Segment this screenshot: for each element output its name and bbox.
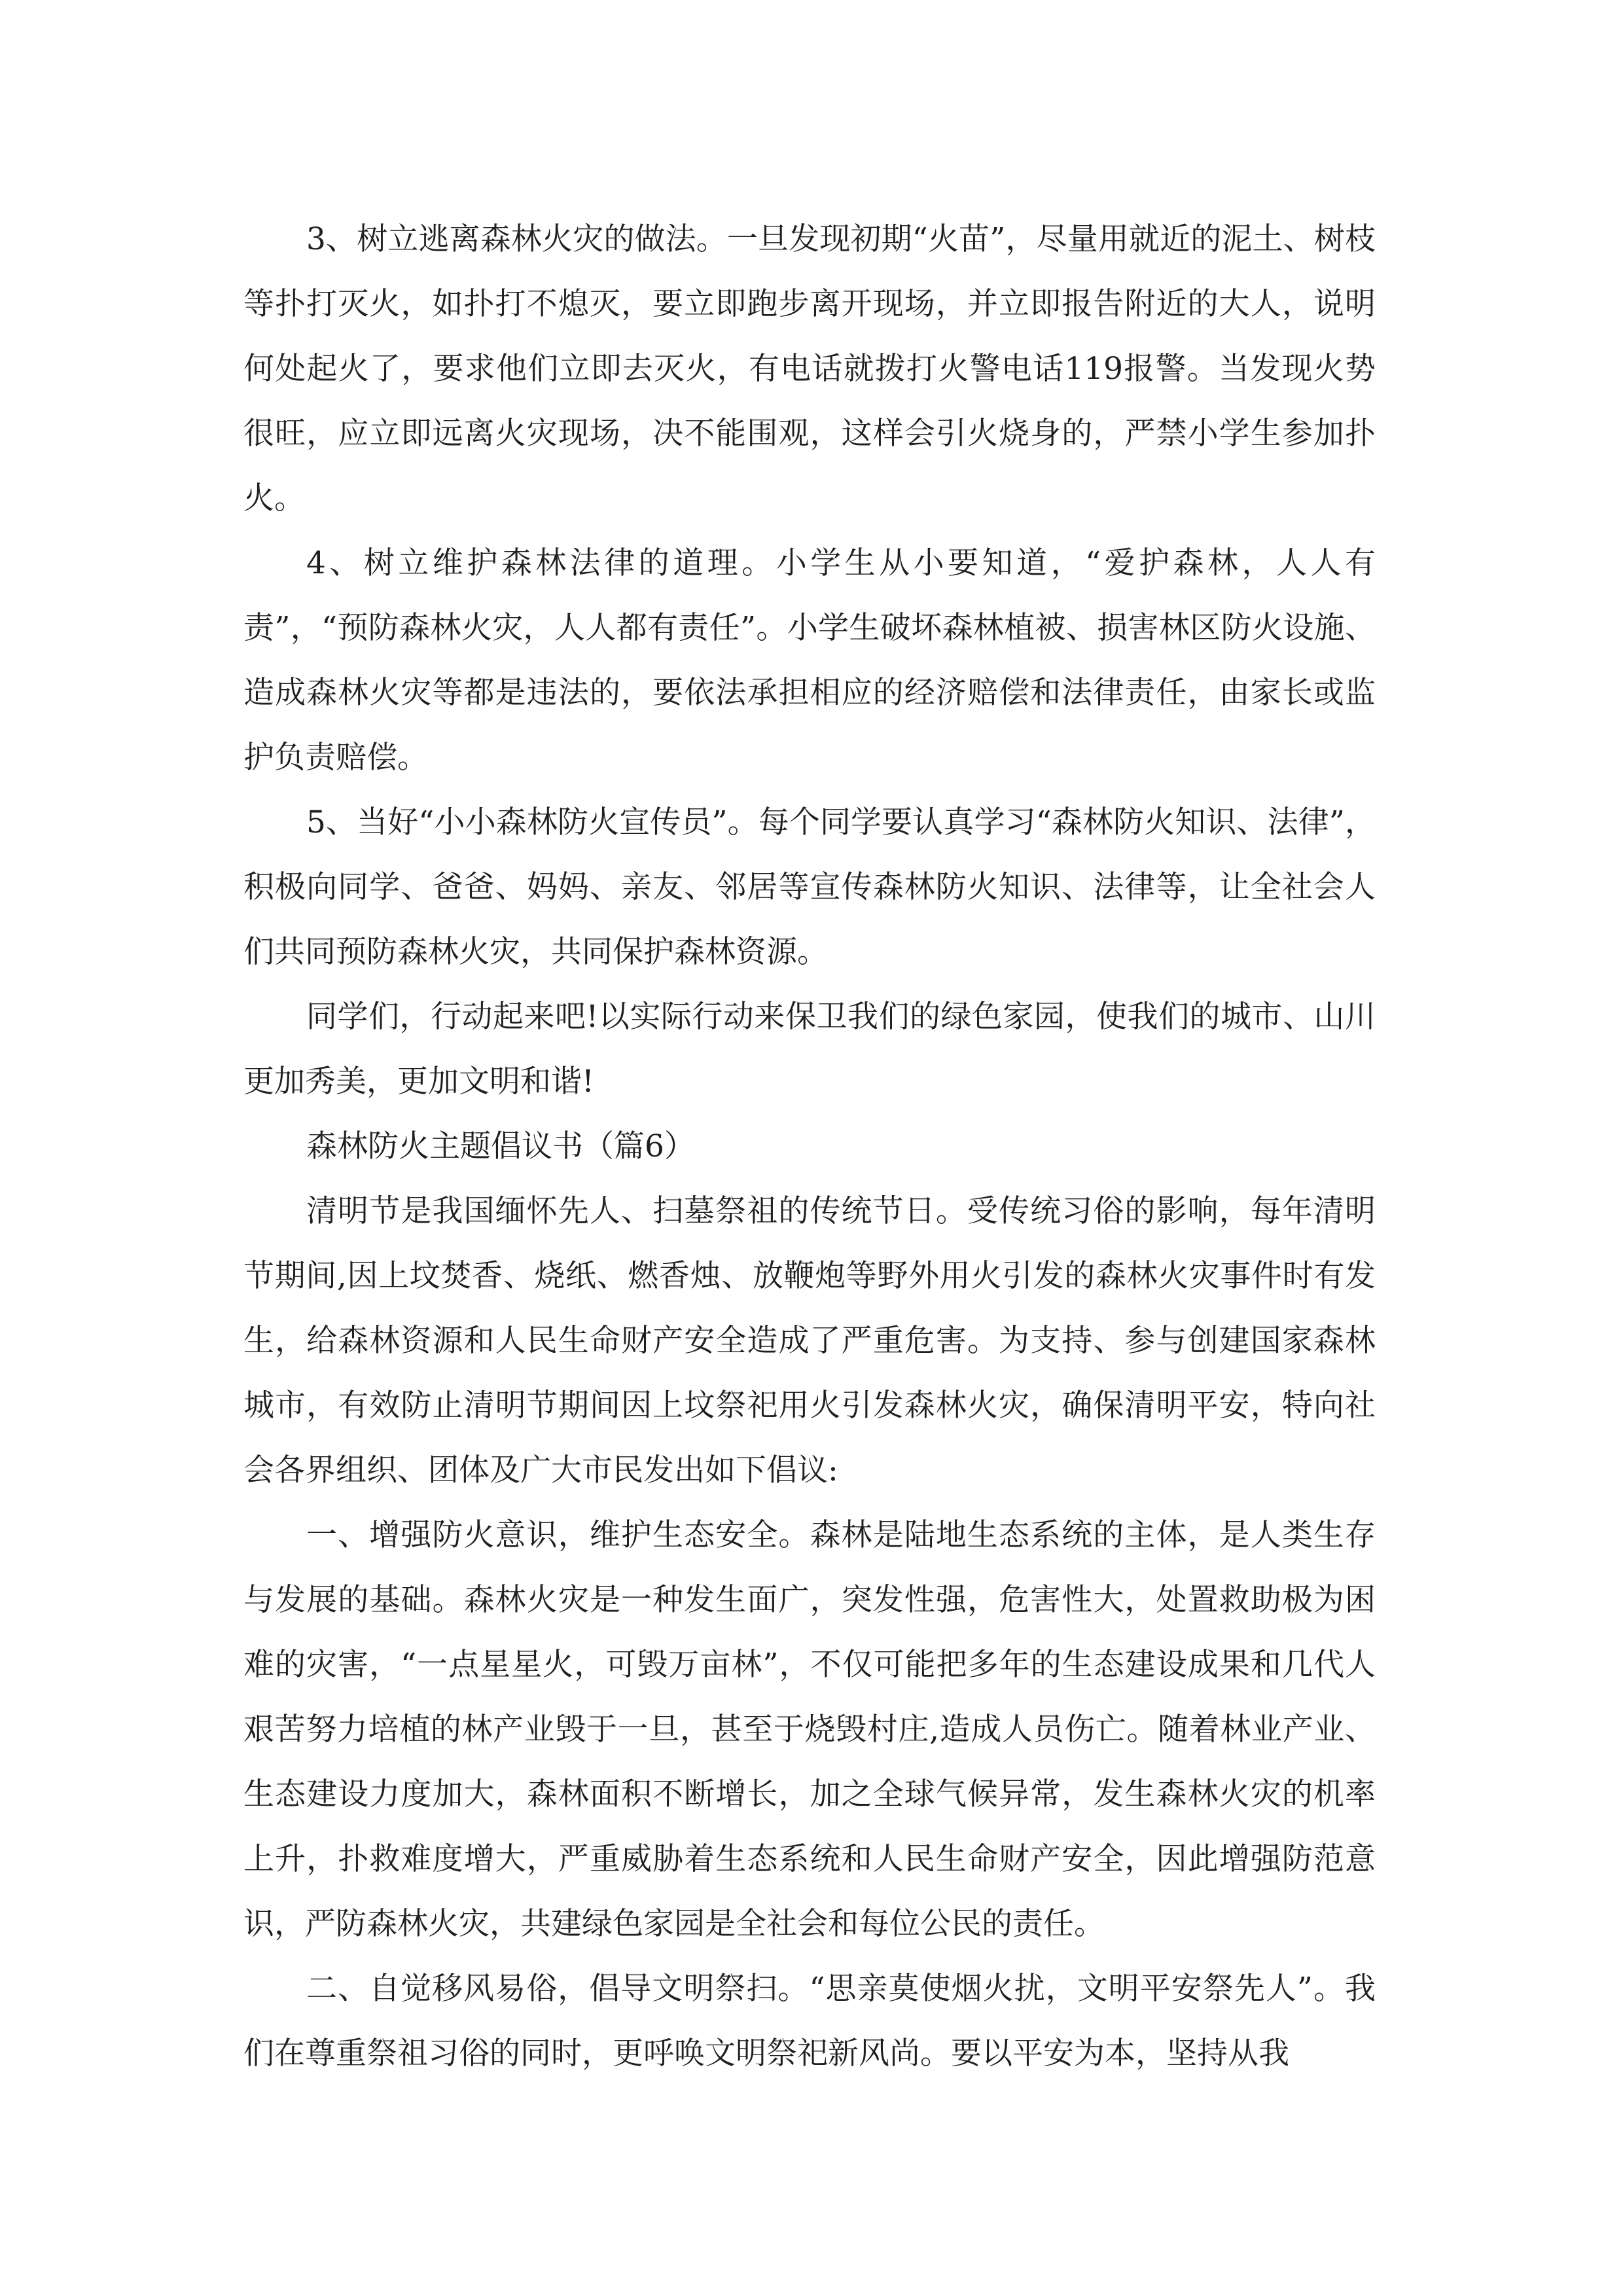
paragraph-item-3: 3、树立逃离森林火灾的做法。一旦发现初期“火苗”，尽量用就近的泥土、树枝等扑打灭火，如扑打不熄灭，要立即跑步离开现场，并立即报告附近的大人，说明何处起火了，要求他们立即去灭火，有电话就拨打火警电话119报警。当发现火势很旺，应立即远离火灾现场，决不能围观，这样会引火烧身的，严禁小学生参加扑火。 bbox=[243, 221, 1376, 516]
paragraph-call-to-action: 同学们，行动起来吧!以实际行动来保卫我们的绿色家园，使我们的城市、山川更加秀美，更加文明和谐! bbox=[243, 999, 1376, 1100]
paragraph-point-2: 二、自觉移风易俗，倡导文明祭扫。“思亲莫使烟火扰，文明平安祭先人”。我们在尊重祭祖习俗的同时，更呼唤文明祭祀新风尚。要以平安为本，坚持从我 bbox=[243, 1971, 1376, 2072]
paragraph-intro: 清明节是我国缅怀先人、扫墓祭祖的传统节日。受传统习俗的影响，每年清明节期间,因上坟焚香、烧纸、燃香烛、放鞭炮等野外用火引发的森林火灾事件时有发生，给森林资源和人民生命财产安全造成了严重危害。为支持、参与创建国家森林城市，有效防止清明节期间因上坟祭祀用火引发森林火灾，确保清明平安，特向社会各界组织、团体及广大市民发出如下倡议: bbox=[243, 1193, 1376, 1488]
section-title: 森林防火主题倡议书（篇6） bbox=[306, 1128, 695, 1164]
paragraph-item-5: 5、当好“小小森林防火宣传员”。每个同学要认真学习“森林防火知识、法律”，积极向同学、爸爸、妈妈、亲友、邻居等宣传森林防火知识、法律等，让全社会人们共同预防森林火灾，共同保护森林资源。 bbox=[243, 804, 1376, 970]
paragraph-point-1: 一、增强防火意识，维护生态安全。森林是陆地生态系统的主体，是人类生存与发展的基础。森林火灾是一种发生面广，突发性强，危害性大，处置救助极为困难的灾害，“一点星星火，可毁万亩林”，不仅可能把多年的生态建设成果和几代人艰苦努力培植的林产业毁于一旦，甚至于烧毁村庄,造成人员伤亡。随着林业产业、生态建设力度加大，森林面积不断增长，加之全球气候异常，发生森林火灾的机率上升，扑救难度增大，严重威胁着生态系统和人民生命财产安全，因此增强防范意识，严防森林火灾，共建绿色家园是全社会和每位公民的责任。 bbox=[243, 1517, 1376, 1942]
paragraph-item-4: 4、树立维护森林法律的道理。小学生从小要知道，“爱护森林，人人有责”，“预防森林火灾，人人都有责任”。小学生破坏森林植被、损害林区防火设施、造成森林火灾等都是违法的，要依法承担相应的经济赔偿和法律责任，由家长或监护负责赔偿。 bbox=[243, 545, 1376, 776]
document-page bbox=[243, 207, 1376, 2086]
